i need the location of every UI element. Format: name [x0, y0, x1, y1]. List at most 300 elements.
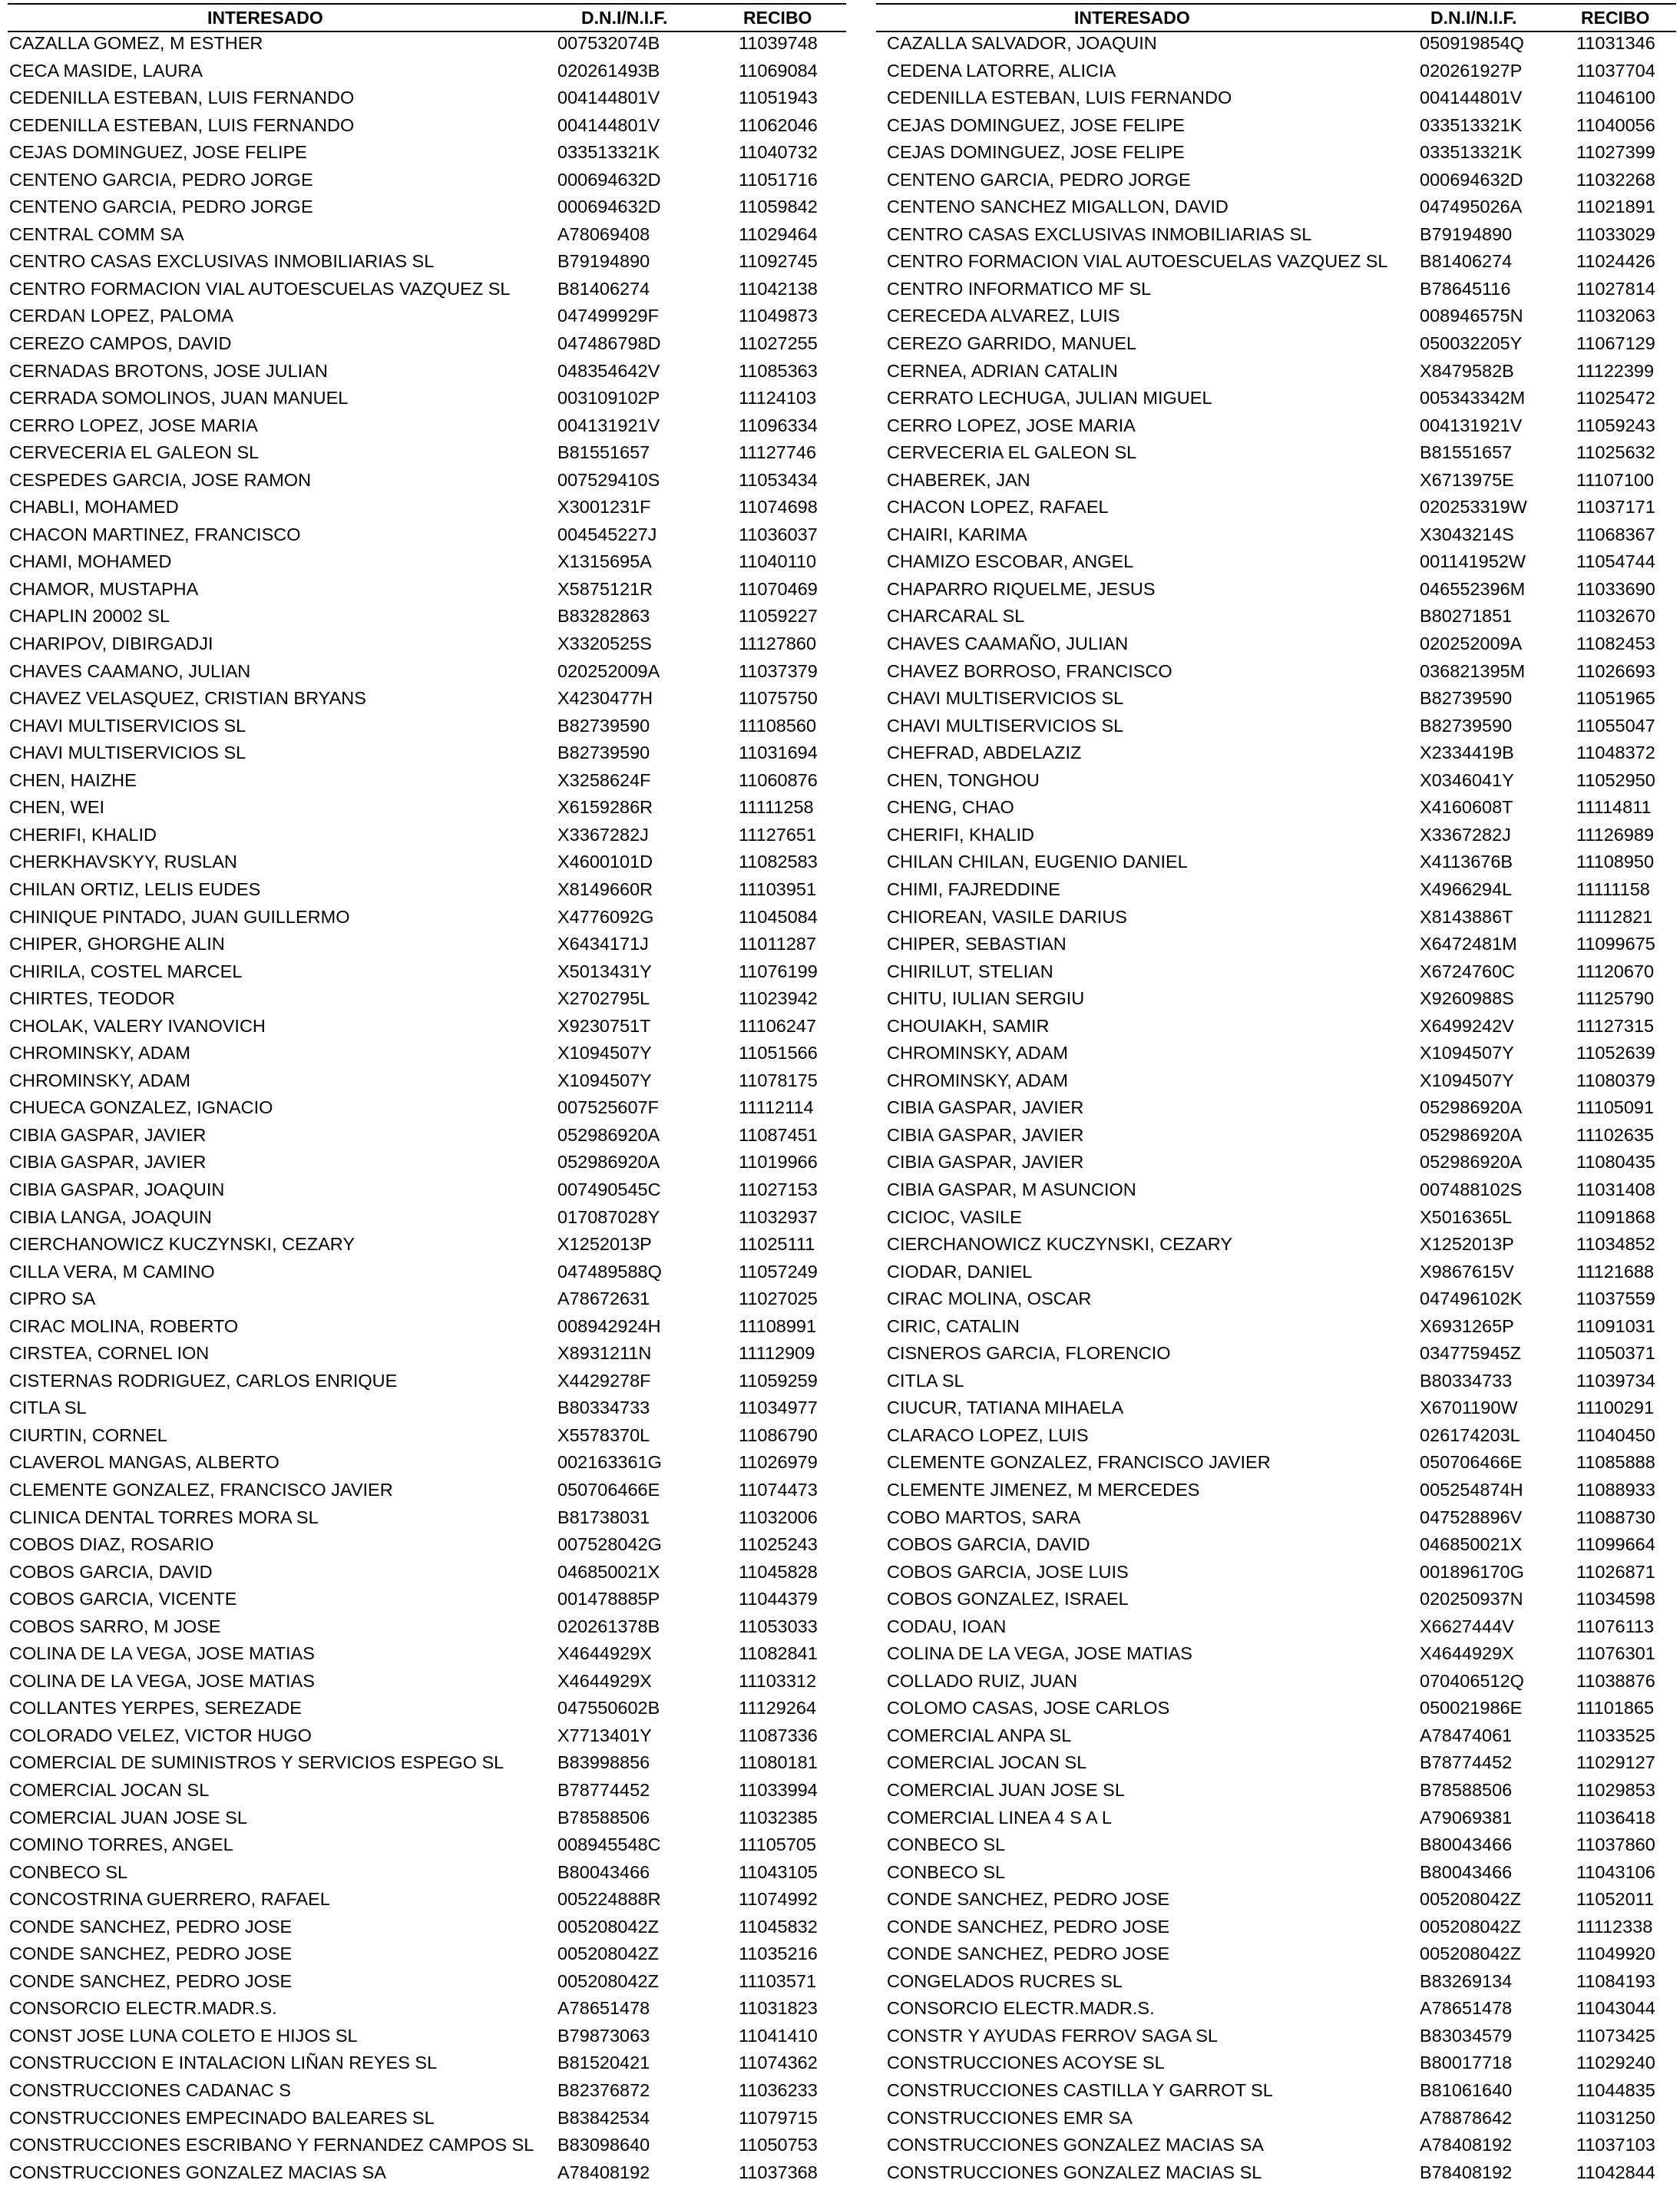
table-row [8, 278, 846, 306]
table-row [876, 933, 1676, 961]
dni-cell: B80334733 [557, 1398, 650, 1418]
recibo-cell: 11112909 [739, 1343, 815, 1364]
interesado-cell: CIPRO SA [9, 1289, 96, 1309]
recibo-cell: 11026979 [739, 1452, 818, 1473]
dni-cell: 005208042Z [1420, 1944, 1521, 1964]
interesado-cell: COLOMO CASAS, JOSE CARLOS [887, 1698, 1170, 1719]
recibo-cell: 11052950 [1576, 769, 1655, 790]
interesado-cell: CHAVI MULTISERVICIOS SL [9, 715, 246, 736]
table-row [8, 715, 846, 743]
recibo-cell: 11075750 [739, 688, 818, 709]
dni-cell: B81406274 [557, 278, 650, 299]
recibo-cell: 11111158 [1576, 878, 1650, 899]
table-row [8, 769, 846, 797]
dni-cell: X3258624F [557, 769, 651, 790]
interesado-cell: CHILAN ORTIZ, LELIS EUDES [9, 878, 261, 899]
table-row [876, 250, 1676, 278]
recibo-cell: 11027814 [1576, 278, 1655, 299]
recibo-cell: 11112114 [739, 1097, 814, 1118]
interesado-cell: CONSORCIO ELECTR.MADR.S. [887, 1998, 1155, 2019]
recibo-cell: 11103571 [739, 1970, 817, 1991]
dni-cell: X6931265P [1420, 1315, 1514, 1336]
interesado-cell: CERNEA, ADRIAN CATALIN [887, 360, 1118, 381]
table-row [876, 332, 1676, 360]
table-row [876, 1479, 1676, 1507]
recibo-cell: 11031694 [739, 743, 818, 763]
dni-cell: B83034579 [1420, 2025, 1513, 2046]
interesado-cell: CHIOREAN, VASILE DARIUS [887, 906, 1127, 927]
header-dni: D.N.I/N.I.F. [1430, 8, 1517, 28]
recibo-cell: 11087336 [739, 1725, 818, 1745]
header-interesado: INTERESADO [1074, 8, 1190, 28]
table-row [8, 1670, 846, 1698]
table-row [8, 387, 846, 415]
interesado-cell: CONDE SANCHEZ, PEDRO JOSE [9, 1944, 293, 1964]
interesado-cell: CERRO LOPEZ, JOSE MARIA [887, 415, 1136, 435]
interesado-cell: CESPEDES GARCIA, JOSE RAMON [9, 469, 312, 490]
dni-cell: 004131921V [1420, 415, 1523, 435]
recibo-cell: 11074362 [739, 2053, 818, 2073]
interesado-cell: CIBIA GASPAR, M ASUNCION [887, 1179, 1136, 1199]
table-row [876, 305, 1676, 332]
table-row [876, 769, 1676, 797]
dni-cell: B81551657 [557, 442, 650, 463]
table-row [8, 2052, 846, 2079]
interesado-cell: COMINO TORRES, ANGEL [9, 1834, 233, 1855]
table-row [876, 1097, 1676, 1124]
interesado-cell: CERDAN LOPEZ, PALOMA [9, 306, 234, 326]
recibo-cell: 11049920 [1576, 1944, 1655, 1964]
table-row [8, 987, 846, 1015]
recibo-cell: 11107100 [1576, 469, 1655, 490]
table-row [8, 223, 846, 251]
interesado-cell: CHITU, IULIAN SERGIU [887, 988, 1085, 1009]
table-row [876, 1533, 1676, 1561]
interesado-cell: COMERCIAL LINEA 4 S A L [887, 1807, 1113, 1828]
dni-cell: X4230477H [557, 688, 653, 709]
recibo-cell: 11127860 [739, 634, 817, 654]
dni-cell: 020261493B [557, 60, 660, 81]
interesado-cell: CONSTRUCCIONES EMR SA [887, 2107, 1133, 2128]
table-row [876, 415, 1676, 442]
table-row [8, 1370, 846, 1398]
interesado-cell: CHAVI MULTISERVICIOS SL [887, 688, 1124, 709]
dni-cell: 003109102P [557, 388, 660, 409]
interesado-cell: CHAVES CAAMAÑO, JULIAN [887, 634, 1129, 654]
header-dni: D.N.I/N.I.F. [581, 8, 668, 28]
recibo-cell: 11105091 [1576, 1097, 1655, 1118]
interesado-cell: CHAVES CAAMANO, JULIAN [9, 660, 251, 681]
recibo-cell: 11067129 [1576, 333, 1655, 354]
dni-cell: B80043466 [1420, 1861, 1513, 1882]
table-row [876, 1315, 1676, 1343]
interesado-cell: CERRO LOPEZ, JOSE MARIA [9, 415, 258, 435]
interesado-cell: CHIMI, FAJREDDINE [887, 878, 1060, 899]
interesado-cell: CEDENILLA ESTEBAN, LUIS FERNANDO [9, 114, 355, 135]
interesado-cell: CHAVEZ BORROSO, FRANCISCO [887, 660, 1172, 681]
recibo-cell: 11057249 [739, 1261, 818, 1282]
table-row [8, 1342, 846, 1370]
table-row [8, 1561, 846, 1589]
table-row [876, 851, 1676, 878]
recibo-cell: 11032006 [739, 1507, 818, 1527]
dni-cell: B81738031 [557, 1507, 650, 1527]
interesado-cell: CHAMI, MOHAMED [9, 551, 172, 572]
recibo-cell: 11099664 [1576, 1534, 1655, 1555]
table-row [876, 2079, 1676, 2107]
dni-cell: 070406512Q [1420, 1670, 1524, 1691]
table-row [8, 1697, 846, 1725]
interesado-cell: COMERCIAL DE SUMINISTROS Y SERVICIOS ESPEGO SL [9, 1752, 504, 1773]
table-row [876, 1015, 1676, 1043]
table-row [876, 1042, 1676, 1070]
recibo-cell: 11114811 [1576, 797, 1652, 818]
header-recibo: RECIBO [1581, 8, 1650, 28]
table-row [8, 1179, 846, 1206]
interesado-cell: CLINICA DENTAL TORRES MORA SL [9, 1507, 319, 1527]
recibo-cell: 11040056 [1576, 114, 1655, 135]
table-row [876, 1561, 1676, 1589]
interesado-cell: CEDENILLA ESTEBAN, LUIS FERNANDO [887, 88, 1232, 108]
table-row [8, 742, 846, 769]
recibo-cell: 11120670 [1576, 961, 1655, 981]
dni-cell: B81406274 [1420, 251, 1513, 272]
recibo-cell: 11108560 [739, 715, 817, 736]
interesado-cell: CHACON MARTINEZ, FRANCISCO [9, 524, 301, 544]
interesado-cell: CIUCUR, TATIANA MIHAELA [887, 1398, 1124, 1418]
table-row [876, 87, 1676, 114]
interesado-cell: CIURTIN, CORNEL [9, 1424, 167, 1445]
interesado-cell: CIERCHANOWICZ KUCZYNSKI, CEZARY [9, 1234, 356, 1255]
dni-cell: A78408192 [1420, 2135, 1513, 2155]
dni-cell: X3367282J [1420, 824, 1511, 845]
table-row [876, 605, 1676, 633]
recibo-cell: 11088933 [1576, 1479, 1655, 1500]
recibo-cell: 11080379 [1576, 1070, 1655, 1090]
table-row [876, 1288, 1676, 1315]
dni-cell: B78645116 [1420, 278, 1511, 299]
dni-cell: 004144801V [557, 88, 660, 108]
interesado-cell: COBOS DIAZ, ROSARIO [9, 1534, 214, 1555]
table-row [876, 1616, 1676, 1643]
recibo-cell: 11043044 [1576, 1998, 1655, 2019]
table-row [876, 1451, 1676, 1479]
dni-cell: X9867615V [1420, 1261, 1514, 1282]
recibo-cell: 11070469 [739, 578, 818, 599]
table-row [876, 987, 1676, 1015]
dni-cell: X4644929X [557, 1670, 652, 1691]
recibo-cell: 11112821 [1576, 906, 1653, 927]
dni-cell: X1315695A [557, 551, 652, 572]
right-table [876, 3, 1676, 2188]
table-row [876, 1370, 1676, 1398]
dni-cell: B81520421 [557, 2053, 650, 2073]
recibo-cell: 11029127 [1576, 1752, 1655, 1773]
recibo-cell: 11076113 [1576, 1616, 1655, 1636]
interesado-cell: CLEMENTE GONZALEZ, FRANCISCO JAVIER [887, 1452, 1271, 1473]
dni-cell: 020250937N [1420, 1589, 1523, 1609]
dni-cell: 004545227J [557, 524, 657, 544]
recibo-cell: 11100291 [1576, 1398, 1655, 1418]
dni-cell: 004131921V [557, 415, 660, 435]
interesado-cell: CENTENO GARCIA, PEDRO JORGE [887, 169, 1191, 190]
interesado-cell: CONGELADOS RUCRES SL [887, 1970, 1123, 1991]
table-row [876, 387, 1676, 415]
dni-cell: X0346041Y [1420, 769, 1514, 790]
table-row [876, 1697, 1676, 1725]
interesado-cell: CIERCHANOWICZ KUCZYNSKI, CEZARY [887, 1234, 1233, 1255]
recibo-cell: 11087451 [739, 1124, 818, 1145]
table-row [876, 1124, 1676, 1152]
recibo-cell: 11074698 [739, 497, 818, 518]
dni-cell: 033513321K [1420, 114, 1523, 135]
recibo-cell: 11025111 [739, 1234, 815, 1255]
table-row [876, 633, 1676, 660]
table-row [8, 1015, 846, 1043]
table-row [8, 660, 846, 688]
dni-cell: 004144801V [1420, 88, 1523, 108]
interesado-cell: CHROMINSKY, ADAM [887, 1043, 1068, 1064]
recibo-cell: 11054744 [1576, 551, 1655, 572]
table-row [8, 824, 846, 852]
interesado-cell: CHEN, TONGHOU [887, 769, 1040, 790]
dni-cell: 026174203L [1420, 1424, 1520, 1445]
dni-cell: X6434171J [557, 934, 649, 954]
interesado-cell: COLINA DE LA VEGA, JOSE MATIAS [887, 1643, 1192, 1664]
interesado-cell: CHEN, HAIZHE [9, 769, 137, 790]
interesado-cell: CHENG, CHAO [887, 797, 1014, 818]
table-row [876, 578, 1676, 606]
recibo-cell: 11121688 [1576, 1261, 1655, 1282]
interesado-cell: CERECEDA ALVAREZ, LUIS [887, 306, 1120, 326]
recibo-cell: 11037368 [739, 2162, 818, 2182]
dni-cell: 000694632D [1420, 169, 1523, 190]
table-row [876, 1943, 1676, 1970]
recibo-cell: 11069084 [739, 60, 818, 81]
interesado-cell: COLLADO RUIZ, JUAN [887, 1670, 1078, 1691]
table-row [8, 169, 846, 197]
interesado-cell: CHERKHAVSKYY, RUSLAN [9, 852, 237, 872]
interesado-cell: CHABLI, MOHAMED [9, 497, 179, 518]
dni-cell: 047495026A [1420, 197, 1523, 217]
recibo-cell: 11092745 [739, 251, 818, 272]
table-row [876, 1834, 1676, 1861]
dni-cell: 017087028Y [557, 1206, 660, 1227]
dni-cell: 047496102K [1420, 1289, 1523, 1309]
dni-cell: 008942924H [557, 1315, 661, 1336]
interesado-cell: CIODAR, DANIEL [887, 1261, 1033, 1282]
table-row [8, 1588, 846, 1616]
recibo-cell: 11078175 [739, 1070, 818, 1090]
dni-cell: X5578370L [557, 1424, 650, 1445]
table-row [876, 906, 1676, 934]
dni-cell: 007529410S [557, 469, 660, 490]
recibo-cell: 11053434 [739, 469, 818, 490]
recibo-cell: 11023942 [739, 988, 818, 1009]
recibo-cell: 11031823 [739, 1998, 818, 2019]
dni-cell: B78408192 [1420, 2162, 1513, 2182]
recibo-cell: 11052011 [1576, 1889, 1655, 1910]
interesado-cell: COBOS GARCIA, DAVID [887, 1534, 1090, 1555]
interesado-cell: CODAU, IOAN [887, 1616, 1007, 1636]
table-row [876, 360, 1676, 388]
dni-cell: A78672631 [557, 1289, 650, 1309]
interesado-cell: CENTENO GARCIA, PEDRO JORGE [9, 169, 313, 190]
table-row [876, 196, 1676, 223]
interesado-cell: CHIRILA, COSTEL MARCEL [9, 961, 243, 981]
interesado-cell: CONSTRUCCIONES GONZALEZ MACIAS SA [9, 2162, 386, 2182]
dni-cell: X1094507Y [557, 1043, 652, 1064]
interesado-cell: CONDE SANCHEZ, PEDRO JOSE [9, 1916, 293, 1937]
interesado-cell: CONDE SANCHEZ, PEDRO JOSE [887, 1916, 1170, 1937]
table-row [8, 1888, 846, 1916]
dni-cell: B83998856 [557, 1752, 650, 1773]
left-table-body [8, 32, 846, 2188]
recibo-cell: 11044835 [1576, 2080, 1655, 2101]
interesado-cell: CECA MASIDE, LAURA [9, 60, 203, 81]
dni-cell: X3320525S [557, 634, 652, 654]
table-row [876, 2134, 1676, 2162]
table-row [8, 141, 846, 169]
recibo-cell: 11051716 [739, 169, 818, 190]
dni-cell: 020252009A [1420, 634, 1523, 654]
table-row [876, 1725, 1676, 1752]
recibo-cell: 11126989 [1576, 824, 1655, 845]
interesado-cell: CAZALLA GOMEZ, M ESTHER [9, 33, 263, 53]
table-row [8, 2025, 846, 2053]
dni-cell: X8931211N [557, 1343, 652, 1364]
interesado-cell: COMERCIAL JOCAN SL [9, 1780, 210, 1800]
dni-cell: 050919854Q [1420, 33, 1524, 53]
table-row [876, 687, 1676, 715]
recibo-cell: 11032385 [739, 1807, 818, 1828]
table-row [8, 1288, 846, 1315]
table-row [8, 1097, 846, 1124]
table-row [876, 2162, 1676, 2189]
interesado-cell: CIRIC, CATALIN [887, 1315, 1020, 1336]
interesado-cell: CONSTR Y AYUDAS FERROV SAGA SL [887, 2025, 1218, 2046]
dni-cell: B82739590 [557, 715, 650, 736]
recibo-cell: 11040110 [739, 551, 817, 572]
interesado-cell: CEJAS DOMINGUEZ, JOSE FELIPE [9, 142, 307, 163]
dni-cell: X6472481M [1420, 934, 1517, 954]
table-row [8, 1916, 846, 1944]
dni-cell: X1094507Y [557, 1070, 652, 1090]
recibo-cell: 11101865 [1576, 1698, 1655, 1719]
dni-cell: 050032205Y [1420, 333, 1523, 354]
dni-cell: 047489588Q [557, 1261, 662, 1282]
recibo-cell: 11036418 [1576, 1807, 1655, 1828]
interesado-cell: CHABEREK, JAN [887, 469, 1030, 490]
dni-cell: B83282863 [557, 606, 650, 627]
recibo-cell: 11099675 [1576, 934, 1655, 954]
interesado-cell: COBOS GARCIA, DAVID [9, 1561, 213, 1582]
interesado-cell: CENTRO INFORMATICO MF SL [887, 278, 1152, 299]
dni-cell: 050706466E [557, 1479, 660, 1500]
recibo-cell: 11037379 [739, 660, 818, 681]
table-row [8, 1997, 846, 2025]
recibo-cell: 11027255 [739, 333, 818, 354]
dni-cell: B82739590 [1420, 715, 1513, 736]
recibo-cell: 11033029 [1576, 223, 1655, 244]
recibo-cell: 11059243 [1576, 415, 1655, 435]
dni-cell: X6713975E [1420, 469, 1514, 490]
table-row [8, 1834, 846, 1861]
recibo-cell: 11084193 [1576, 1970, 1655, 1991]
interesado-cell: CHARCARAL SL [887, 606, 1025, 627]
right-table-header [876, 3, 1676, 32]
interesado-cell: CONBECO SL [9, 1861, 128, 1882]
table-row [8, 305, 846, 332]
interesado-cell: CHAMOR, MUSTAPHA [9, 578, 199, 599]
table-row [8, 415, 846, 442]
table-row [876, 1888, 1676, 1916]
dni-cell: X4113676B [1420, 852, 1513, 872]
recibo-cell: 11025472 [1576, 388, 1655, 409]
recibo-cell: 11050371 [1576, 1343, 1655, 1364]
table-row [8, 496, 846, 524]
dni-cell: B78774452 [1420, 1752, 1513, 1773]
table-row [8, 196, 846, 223]
interesado-cell: CHAVEZ VELASQUEZ, CRISTIAN BRYANS [9, 688, 366, 709]
dni-cell: X4776092G [557, 906, 654, 927]
table-row [8, 1479, 846, 1507]
table-row [876, 715, 1676, 743]
table-row [8, 1397, 846, 1424]
recibo-cell: 11127315 [1576, 1015, 1655, 1036]
interesado-cell: CONSTRUCCIONES ACOYSE SL [887, 2053, 1165, 2073]
interesado-cell: COMERCIAL JUAN JOSE SL [887, 1780, 1125, 1800]
recibo-cell: 11044379 [739, 1589, 818, 1609]
table-row [876, 2107, 1676, 2135]
interesado-cell: CIRAC MOLINA, ROBERTO [9, 1315, 239, 1336]
recibo-cell: 11073425 [1576, 2025, 1655, 2046]
dni-cell: 048354642V [557, 360, 660, 381]
table-row [8, 360, 846, 388]
dni-cell: X1252013P [1420, 1234, 1514, 1255]
recibo-cell: 11029464 [739, 223, 818, 244]
interesado-cell: CENTENO GARCIA, PEDRO JORGE [9, 197, 313, 217]
table-row [8, 1779, 846, 1807]
interesado-cell: COLORADO VELEZ, VICTOR HUGO [9, 1725, 312, 1745]
recibo-cell: 11091031 [1576, 1315, 1655, 1336]
dni-cell: X9260988S [1420, 988, 1514, 1009]
recibo-cell: 11037559 [1576, 1289, 1655, 1309]
table-row [8, 469, 846, 497]
interesado-cell: CONST JOSE LUNA COLETO E HIJOS SL [9, 2025, 358, 2046]
dni-cell: X6627444V [1420, 1616, 1514, 1636]
dni-cell: 005343342M [1420, 388, 1526, 409]
interesado-cell: CERNADAS BROTONS, JOSE JULIAN [9, 360, 328, 381]
table-row [876, 1206, 1676, 1234]
table-row [876, 824, 1676, 852]
interesado-cell: CHINIQUE PINTADO, JUAN GUILLERMO [9, 906, 350, 927]
interesado-cell: COBOS GARCIA, JOSE LUIS [887, 1561, 1129, 1582]
dni-cell: 005208042Z [1420, 1916, 1521, 1937]
recibo-cell: 11080181 [739, 1752, 818, 1773]
dni-cell: 007488102S [1420, 1179, 1523, 1199]
recibo-cell: 11102635 [1576, 1124, 1655, 1145]
table-row [876, 1261, 1676, 1289]
interesado-cell: CEDENILLA ESTEBAN, LUIS FERNANDO [9, 88, 355, 108]
table-row [8, 2134, 846, 2162]
recibo-cell: 11086790 [739, 1424, 818, 1445]
dni-cell: 004144801V [557, 114, 660, 135]
table-row [8, 1533, 846, 1561]
dni-cell: X4644929X [1420, 1643, 1514, 1664]
table-row [8, 442, 846, 469]
dni-cell: 050706466E [1420, 1452, 1523, 1473]
